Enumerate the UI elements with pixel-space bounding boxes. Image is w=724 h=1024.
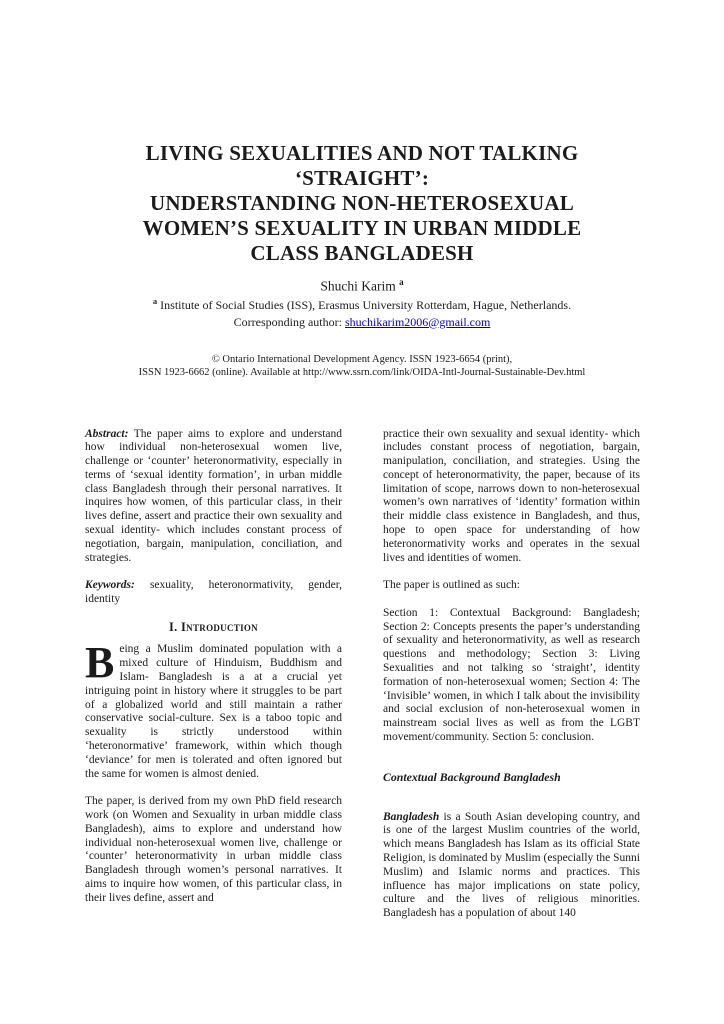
- abstract-text: The paper aims to explore and understand how individual non-heterosexual women live, challenge or ‘counter’ heteronormativity, especially in terms of ‘sexual identity formation’, in urban middle class Bangladesh through their personal narratives. It inquires how women, of this particular class, in their lives define, assert and practice their own sexuality and sexual identity- which includes constant process of negotiation, bargain, manipulation, conciliation, and strategies.: [85, 427, 342, 564]
- corresponding-author-label: Corresponding author:: [233, 314, 342, 329]
- copyright-line-2: ISSN 1923-6662 (online). Available at http://www.ssrn.com/link/OIDA-Intl-Journal-Sustainable-Dev.html: [138, 366, 586, 378]
- author-name: Shuchi Karim: [320, 278, 396, 294]
- title-line-1: LIVING SEXUALITIES AND NOT TALKING: [145, 141, 579, 165]
- introduction-paragraph-2: The paper, is derived from my own PhD field research work (on Women and Sexuality in urban middle class Bangladesh), aims to explore and understand how individual non-heterosexual women live, challenge or ‘counter’ heteronormativity in urban middle class Bangladesh through women’s personal narratives. It aims to inquire how women, of this particular class, in their lives define, assert and: [85, 795, 342, 904]
- title-line-5: CLASS BANGLADESH: [250, 241, 474, 265]
- outline-intro-paragraph: The paper is outlined as such:: [383, 579, 521, 592]
- introduction-paragraph-1-text: eing a Muslim dominated population with a mixed culture of Hinduism, Buddhism and Islam- Bangladesh is a at a crucial yet intriguing point in history where it struggles to be part of a globalized world and still maintain a rather conservative social-culture. Sex is a taboo topic and sexuality is strictly understood within ‘heteronormative’ framework, within which though ‘deviance’ for men is tolerated and often ignored but the same for women is almost denied.: [85, 643, 342, 780]
- copyright-line-1: © Ontario International Development Agency. ISSN 1923-6654 (print),: [211, 353, 513, 365]
- abstract-label: Abstract:: [85, 427, 129, 440]
- bangladesh-lead-word: Bangladesh: [383, 810, 440, 823]
- keywords-text: sexuality, heteronormativity, gender, identity: [85, 579, 342, 606]
- title-line-2: ‘STRAIGHT’:: [294, 166, 430, 190]
- left-column: [85, 428, 342, 935]
- copyright-block: [0, 353, 724, 379]
- corresponding-author-line: [0, 315, 724, 330]
- affiliation-marker: a: [152, 295, 158, 306]
- abstract-paragraph: [85, 428, 342, 566]
- drop-cap-letter: B: [85, 638, 115, 688]
- affiliation-line: [0, 296, 724, 313]
- bangladesh-paragraph: [383, 811, 640, 921]
- bangladesh-paragraph-text: is a South Asian developing country, and is one of the largest Muslim countries of the world, which means Bangladesh has Islam as its official State Religion, is dominated by Muslim (especially the Sunni Muslim) and Islamic norms and practices. This influence has major implications on state policy, culture and the lives of religious minorities. Bangladesh has a population of about 140: [383, 810, 640, 920]
- title-line-3: UNDERSTANDING NON-HETEROSEXUAL: [150, 191, 574, 215]
- introduction-paragraph-1: [85, 638, 342, 781]
- paper-title: [0, 141, 724, 266]
- right-column: [383, 428, 640, 935]
- author-affiliation-marker: a: [399, 277, 404, 287]
- introduction-section-heading: I. Introduction: [169, 619, 258, 634]
- author-line: [0, 277, 724, 295]
- paper-header: [0, 0, 724, 379]
- title-line-4: WOMEN’S SEXUALITY IN URBAN MIDDLE: [142, 216, 582, 240]
- contextual-background-heading: Contextual Background Bangladesh: [383, 769, 561, 784]
- keywords-label: Keywords:: [85, 579, 135, 592]
- affiliation-text: Institute of Social Studies (ISS), Erasmus University Rotterdam, Hague, Netherlands.: [160, 297, 572, 312]
- body-columns: [85, 428, 640, 935]
- keywords-paragraph: [85, 579, 342, 607]
- corresponding-email-link[interactable]: shuchikarim2006@gmail.com: [344, 314, 491, 329]
- body-paragraph-continuation: practice their own sexuality and sexual identity- which includes constant process of negotiation, bargain, manipulation, conciliation, and strategies. Using the concept of heteronormativity, the paper, because of its limitation of scope, narrows down to non-heterosexual women’s own narratives of ‘identity’ formation within their middle class existence in Bangladesh, and thus, hope to open space for understanding of how heteronormativity works and operates in the sexual lives and identities of women.: [383, 427, 640, 564]
- outline-sections-paragraph: Section 1: Contextual Background: Bangladesh; Section 2: Concepts presents the paper’s understanding of sexuality and heteronormativity, as well as research questions and methodology; Section 3: Living Sexualities and not talking so ‘straight’, identity formation of non-heterosexual women; Section 4: The ‘Invisible’ women, in which I talk about the invisibility and social exclusion of non-heterosexual women in mainstream social lives as well as from the LGBT movement/community. Section 5: conclusion.: [383, 606, 640, 744]
